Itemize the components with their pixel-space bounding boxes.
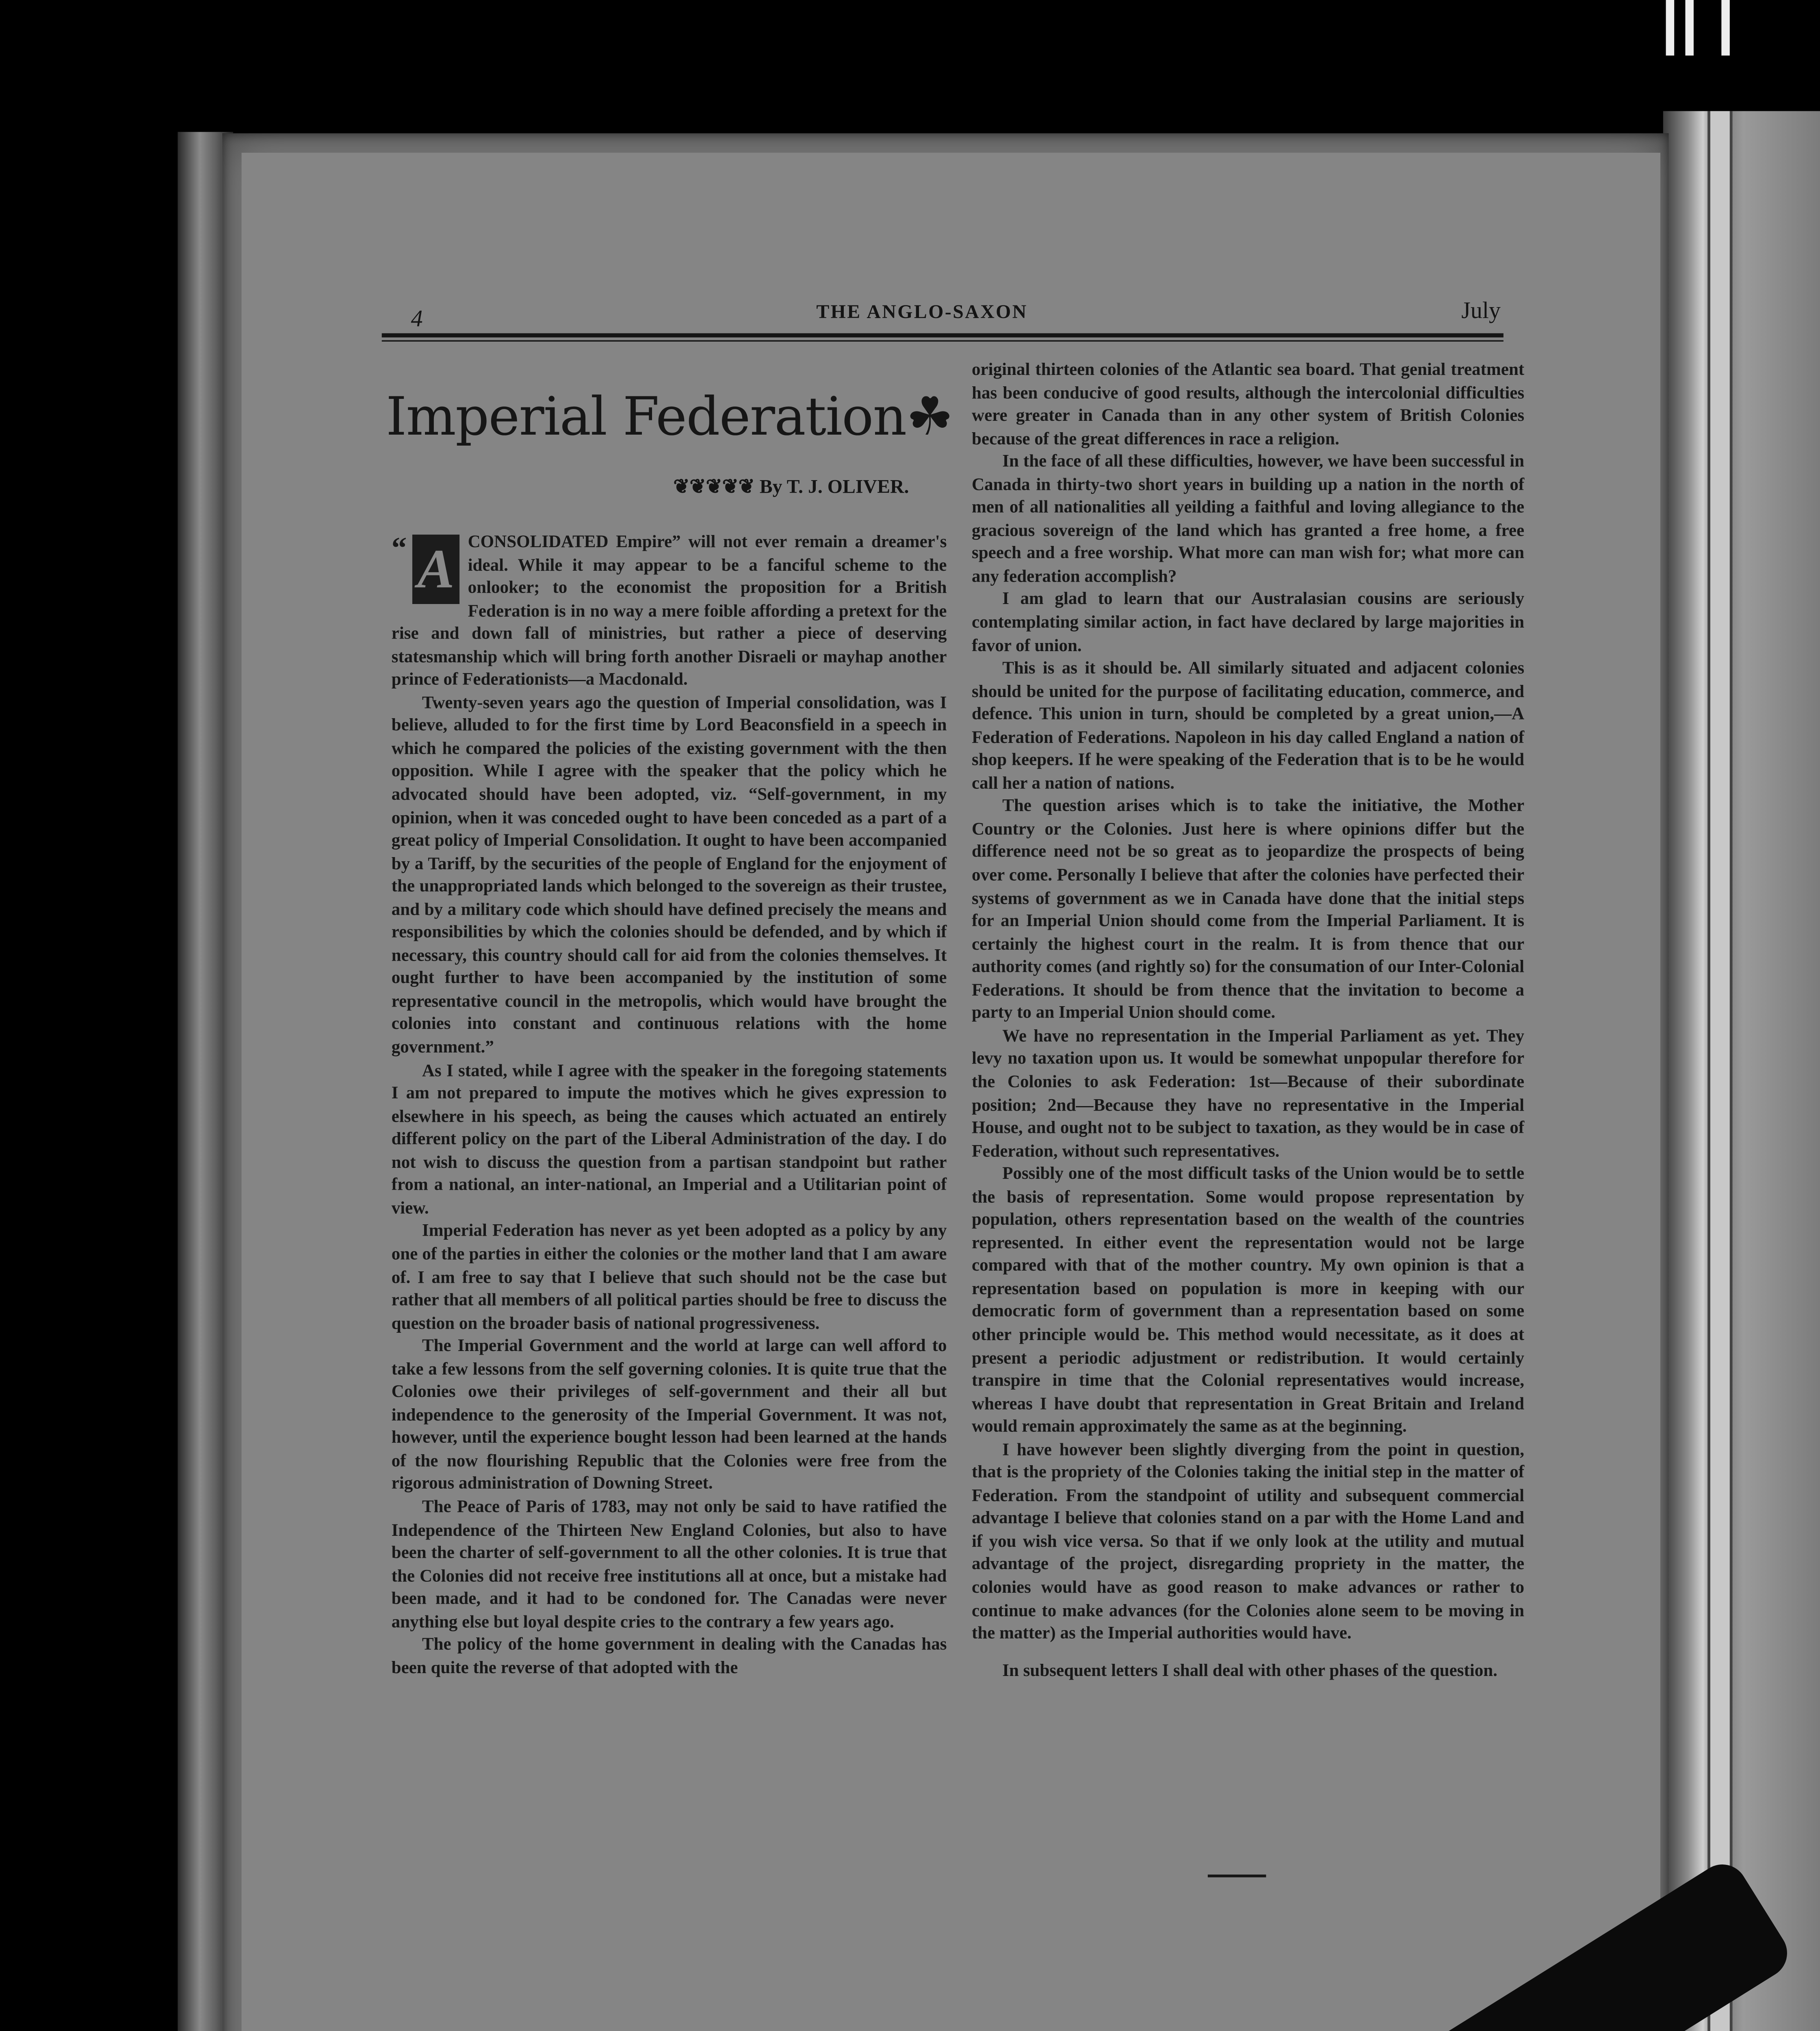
- paragraph: In the face of all these difficulties, however, we have been successful in Canada in thirty-two short years in building up a nation in the north of men of all nationalities all yeilding a faithful and loving allegiance to the gracious sovereign of the land which has granted a free home, a free speech and a free worship. What more can man wish for; what more can any federation accomplish?: [972, 451, 1525, 586]
- article-title-text: Imperial Federation: [386, 386, 906, 447]
- byline-text: By T. J. OLIVER.: [759, 477, 909, 499]
- drop-cap: A: [412, 535, 459, 604]
- header-rule-thin: [382, 340, 1504, 342]
- paragraph-text: CONSOLIDATED Empire” will not ever remain a dreamer's ideal. While it may appear to be a fanciful scheme to the onlooker; to the economist the proposition for a British Federation is in no way a mere foible affording a pretext for the rise and down fall of ministries, but rather a piece of deserving statesmanship which will bring forth another Disraeli or mayhap another prince of Federationists—a Macdonald.: [391, 532, 947, 689]
- paragraph: I am glad to learn that our Australasian cousins are seriously contemplating similar action, in fact have declared by large majorities in favor of union.: [972, 589, 1525, 655]
- fleuron-ornament-icon: ❦❦❦❦❦: [673, 477, 755, 499]
- first-paragraph: [392, 530, 947, 691]
- header-rule: [382, 333, 1504, 337]
- page-number: 4: [411, 305, 423, 332]
- magazine-name: THE ANGLO-SAXON: [816, 303, 1028, 324]
- article-column-left: [392, 530, 947, 1679]
- byline: [673, 476, 909, 500]
- paragraph: Imperial Federation has never as yet been adopted as a policy by any one of the parties in either the colonies or the mother land that I am aware of. I am free to say that I believe that such should not be the case but rather that all members of all political parties should be free to discuss the question on the broader basis of national progressiveness.: [391, 1221, 947, 1333]
- paragraph: The Peace of Paris of 1783, may not only be said to have ratified the Independence of the Thirteen New England Colonies, but also to have been the charter of self-government to all the other colonies. It is true that the Colonies did not receive free institutions all at once, but a mistake had been made, and it had to be condoned for. The Canadas were never anything else but loyal despite cries to the contrary a few years ago.: [391, 1496, 947, 1631]
- paragraph: Twenty-seven years ago the question of Imperial consolidation, was I believe, alluded to for the first time by Lord Beaconsfield in a speech in which he compared the policies of the existing government with the then opposition. While I agree with the speaker that the policy which he advocated should have been adopted, viz. “Self-government, in my opinion, when it was conceded ought to have been conceded as a part of a great policy of Imperial Consolidation. It ought to have been accompanied by a Tariff, by the securities of the people of England for the enjoyment of the unappropriated lands which belonged to the sovereign as their trustee, and by a military code which should have defined precisely the means and responsibilities by which the colonies should be defended, and by which if necessary, this country should call for aid from the colonies themselves. It ought further to have been accompanied by the institution of some representative council in the metropolis, which would have brought the colonies into constant and continuous relations with the home government.”: [391, 693, 947, 1057]
- issue-month: July: [1461, 297, 1501, 324]
- closing-rule: [1208, 1875, 1266, 1877]
- closing-paragraph: In subsequent letters I shall deal with other phases of the question.: [1002, 1660, 1497, 1680]
- shamrock-ornament-icon: ☘: [906, 386, 953, 447]
- paragraph: We have no representation in the Imperial Parliament as yet. They levy no taxation upon us. It would be somewhat unpopular therefore for the Colonies to ask Federation: 1st—Because of their subordinate position; 2nd—Because they have no representative in the Imperial House, and ought not to be subject to taxation, as they would be in case of Federation, without such representatives.: [972, 1026, 1525, 1161]
- open-quote: “: [391, 530, 407, 565]
- paragraph: As I stated, while I agree with the speaker in the foregoing statements I am not prepared to impute the motives which he gives expression to elsewhere in his speech, as being the causes which actuated an entirely different policy on the part of the Liberal Administration of the day. I do not wish to discuss the question from a partisan standpoint but rather from a national, an inter-national, an Imperial and a Utilitarian point of view.: [391, 1060, 947, 1218]
- article-title: [386, 386, 953, 447]
- top-edge-marks: [1666, 0, 1744, 56]
- paragraph: The policy of the home government in dealing with the Canadas has been quite the reverse of that adopted with the: [391, 1635, 947, 1677]
- paragraph: I have however been slightly diverging from the point in question, that is the propriety of the Colonies taking the initial step in the matter of Federation. From the standpoint of utility and subsequent commercial advantage I believe that colonies stand on a par with the Home Land and if you wish vice versa. So that if we only look at the utility and mutual advantage of the project, disregarding propriety in the matter, the colonies would have as good reason to make advances or rather to continue to make advances (for the Colonies alone seem to be moving in the matter) as the Imperial authorities would have.: [972, 1439, 1525, 1643]
- gutter-strip: [1707, 111, 1733, 2031]
- paragraph: The Imperial Government and the world at large can well afford to take a few lessons from the self governing colonies. It is quite true that the Colonies owe their privileges of self-government and their all but independence to the generosity of the Imperial Government. It was not, however, until the experience bought lesson had been learned at the hands of the now flourishing Republic that the Colonies were free from the rigorous administration of Downing Street.: [391, 1336, 947, 1494]
- running-header: [386, 297, 1504, 331]
- article-column-right: [972, 358, 1524, 1682]
- paragraph: original thirteen colonies of the Atlantic sea board. That genial treatment has been conducive of good results, although the intercolonial difficulties were greater in Canada than in any other system of British Colonies because of the great differences in race a religion.: [972, 359, 1525, 448]
- paragraph: The question arises which is to take the initiative, the Mother Country or the Colonies. Just here is where opinions differ but the difference need not be so great as to jeopardize the prospects of being over come. Personally I believe that after the colonies have perfected their systems of government as we in Canada have done that the initial steps for an Imperial Union should come from the Imperial Parliament. It is certainly the highest court in the realm. It is from thence that our authority comes (and rightly so) for the consumation of our Inter-Colonial Federations. It should be from thence that the invitation to become a party to an Imperial Union should come.: [972, 796, 1525, 1023]
- facing-page-edge: [1663, 111, 1820, 2031]
- paragraph: This is as it should be. All similarly situated and adjacent colonies should be united for the purpose of facilitating education, commerce, and defence. This union in turn, should be completed by a great union,—A Federation of Federations. Napoleon in his day called England a nation of shop keepers. If he were speaking of the Federation that is to be he would call her a nation of nations.: [972, 658, 1525, 793]
- paragraph: Possibly one of the most difficult tasks of the Union would be to settle the basis of representation. Some would propose representation by population, others representation based on the wealth of the countries represented. In either event the representation would not be large compared with that of the mother country. My own opinion is that a representation based on population is more in keeping with our democratic form of government than a representation based on some other principle would be. This method would necessitate, as it does at present a periodic adjustment or redistribution. It would certainly transpire in time that the Colonial representatives would increase, whereas I have doubt that representation in Great Britain and Ireland would remain approximately the same as at the beginning.: [972, 1164, 1525, 1436]
